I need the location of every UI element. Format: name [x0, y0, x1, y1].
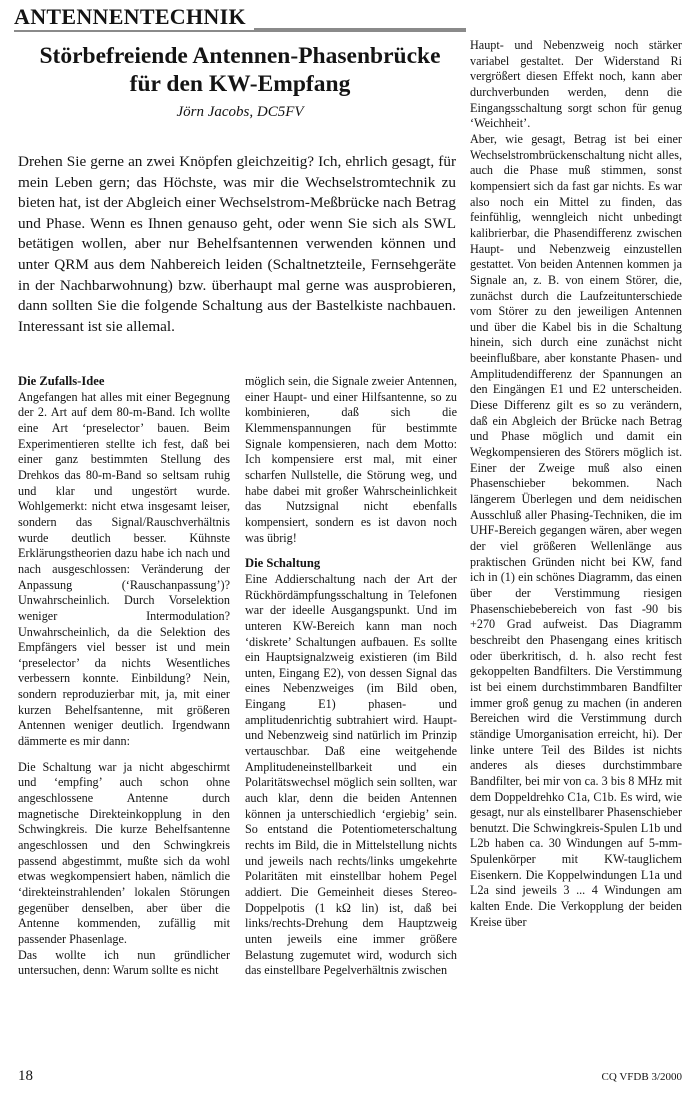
- section-heading-schaltung: Die Schaltung: [245, 556, 321, 571]
- text-column-1: [18, 374, 230, 979]
- article-author: Jörn Jacobs, DC5FV: [176, 104, 304, 120]
- journal-issue: CQ VFDB 3/2000: [601, 1071, 682, 1083]
- text-column-2: [245, 374, 457, 979]
- text-column-3: [470, 38, 682, 930]
- article-title: [14, 42, 466, 98]
- paragraph: Haupt- und Nebenzweig noch stärker variabel gestaltet. Der Widerstand Ri vergrößert diesen Effekt noch, kann aber durchverbunden werden, denn die Eingangsschaltung sorgt schon für genug ‘Weichheit’.: [470, 38, 682, 131]
- paragraph: möglich sein, die Signale zweier Antennen, einer Haupt- und einer Hilfsantenne, so zu kombinieren, daß sich die Klemmenspannungen für bestimmte Signale kompensieren, nach dem Motto: Ich kompensiere erst mal, mit einer scharfen Nullstelle, die Störung weg, und habe dabei mit großer Wahrscheinlichkeit das Nutzsignal nicht ebenfalls kompensiert, sondern es ist davon noch was übrig!: [245, 374, 457, 545]
- article-title-line1: Störbefreiende Antennen-Phasenbrücke: [39, 43, 441, 69]
- article-intro: Drehen Sie gerne an zwei Knöpfen gleichzeitig? Ich, ehrlich gesagt, für mein Leben gern; das Höchste, was mir die Wechselstromtechnik zu bieten hat, ist der Abgleich einer Wechselstrom-Meßbrücke nach Betrag und Phase. Wenn es Ihnen genauso geht, oder wenn Sie sich als SWL betätigen wollen, aber nur Behelfsantennen verwenden können und unter QRM aus dem Nahbereich leiden (Schaltnetzteile, Fernsehgeräte in der Nachbarwohnung) bzw. überhaupt mal gerne was ausprobieren, dann sollten Sie die folgende Schaltung aus der Bastelkiste nachbauen. Interessant ist sie allemal.: [18, 153, 456, 335]
- paragraph: Aber, wie gesagt, Betrag ist bei einer Wechselstrombrückenschaltung nicht alles, auch die Phase muß stimmen, sonst kompensiert sich da fast gar nichts. Es war also noch ein Mittel zu finden, das feinfühlig, wenngleich nicht unbedingt kalibrierbar, die Phasendifferenz zwischen Haupt- und Nebenzweig einzustellen gestattet. Von beiden Antennen kommen ja Signale an, z. B. von einem Störer, die, zunächst durch die Laufzeitunterschiede vom Störer zu den jeweiligen Antennen und über die Kabel bis in die Schaltung hinein, sich durch eine zunächst nicht beeinflußbare, aber konstante Phasen- und Amplitudendifferenz der Spannungen an den Eingängen E1 und E2 unterscheiden. Diese Differenz gilt es so zu verändern, daß ein Abgleich der Brücke nach Betrag und Phase möglich und damit ein Wegkompensieren des Störers möglich ist. Einer der Zweige muß also einen Phasenschieber bekommen. Nach längerem Überlegen und dem neidischen Ausschluß aller Phasing-Techniken, die im UHF-Bereich gegangen wären, aber wegen der viel größeren Wellenlänge aus praktischen Gründen nicht bei KW, fand ich in (1) ein schönes Diagramm, das einen über der Verstimmung riesigen Phasenschiebebereich von fast -90 bis +270 Grad aufweist. Das Diagramm beschreibt den Phasengang eines kritisch oder überkritisch, d. h. also recht fest gekoppelten Bandfilters. Die Verstimmung ist bei einem durchstimmbaren Bandfilter immer groß genug zu machen (in anderen Bereichen wird die Verstimmung durch ständige Umorganisation erreicht, hi). Der linke untere Teil des Bildes ist nichts anderes als dieses durchstimmbare Bandfilter, bei mir von ca. 3 bis 8 MHz mit dem Doppeldrehko C1a, C1b. Es wird, wie gesagt, nur als einstellbarer Phasenschieber benutzt. Die Schwingkreis-Spulen L1b und L2b haben ca. 30 Windungen auf 5-mm-Spulenkörper mit KW-tauglichem Eisenkern. Die Koppelwindungen L1a und L2a sind jeweils 3 ... 4 Windungen am kalten Ende. Die Verkopplung der beiden Kreise über: [470, 131, 682, 929]
- section-header: [14, 6, 466, 32]
- article-title-line2: für den KW-Empfang: [129, 71, 351, 97]
- paragraph: Das wollte ich nun gründlicher untersuchen, denn: Warum sollte es nicht: [18, 947, 230, 978]
- paragraph: Die Schaltung war ja nicht abgeschirmt und ‘empfing’ auch schon ohne angeschlossene Antenne durch magnetische Direkteinkopplung in den Schwingkreis. Die kurze Behelfsantenne angeschlossen und den Schwingkreis passend abgestimmt, mußte sich da wohl etwas wegkompensiert haben, nämlich die ‘direkteinstrahlenden’ lokalen Störungen gegenüber denselben, aber über die Antenne kommenden, zufällig mit passender Phasenlage.: [18, 759, 230, 946]
- paragraph: Angefangen hat alles mit einer Begegnung der 2. Art auf dem 80-m-Band. Ich wollte eine Art ‘preselector’ bauen. Beim Experimentieren stellte ich fest, daß bei einer ganz bestimmten Stellung des Drehkos das 80-m-Band so seltsam ruhig und klar und ungestört wurde. Wohlgemerkt: nicht etwa insgesamt leiser, sondern das Signal/Rauschverhältnis wurde deutlich besser. Kühnste Erklärungstheorien dazu habe ich nach und nach ausgeschlossen: Veränderung der Anpassung (‘Rauschanpassung’)? Unwahrscheinlich. Durch Vorselektion weniger Intermodulation? Unwahrscheinlich, da die Selektion des Empfängers viel besser ist und mein ‘preselector’ da nichts Wesentliches verbessern konnte. Einbildung? Nein, sondern reproduzierbar mit, ja, mit einer kurzen Behelfsantenne, mit größeren Antennen weniger deutlich. Irgendwann dämmerte es mir dann:: [18, 389, 230, 749]
- paragraph: Eine Addierschaltung nach der Art der Rückhördämpfungsschaltung in Telefonen war der ideelle Ausgangspunkt. Und im unteren KW-Bereich kann man noch ‘diskrete’ Schaltungen aufbauen. Es sollte ein Hauptsignalzweig existieren (im Bild unten, Eingang E2), von dessen Signal das eines Nebenzweiges (im Bild oben, Eingang E1) phasen- und amplitudenrichtig subtrahiert wird. Haupt- und Nebenzweig sind natürlich im Prinzip vertauschbar. Daß eine weitgehende Amplitudeneinstellbarkeit und ein Polaritätswechsel möglich sein sollten, war auch klar, denn die beiden Antennen können ja unterschiedlich ‘ergiebig’ sein. So entstand die Potentiometerschaltung rechts im Bild, die in Mittelstellung nichts und jeweils nach rechts/links umgekehrte Polaritäten mit einstellbar hohem Pegel addiert. Die Gemeinheit dieses Stereo-Doppelpotis (1 kΩ lin) ist, daß bei links/rechts-Drehung dem Hauptzweig unten jeweils eine immer größere Belastung zugemutet wird, wodurch sich das einstellbare Pegelverhältnis zwischen: [245, 571, 457, 978]
- section-heading-zufalls-idee: Die Zufalls-Idee: [18, 374, 105, 388]
- section-title: ANTENNENTECHNIK: [14, 4, 254, 30]
- page-number: 18: [18, 1068, 33, 1084]
